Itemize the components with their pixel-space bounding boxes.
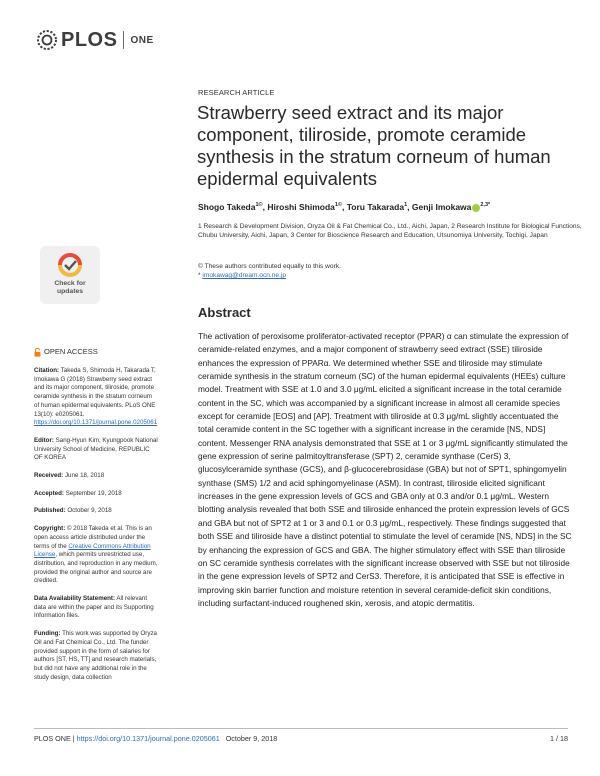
author-separator: , — [407, 202, 412, 212]
published-date: October 9, 2018 — [65, 507, 112, 515]
data-availability-text: All relevant data are within the paper and its Supporting Information files. — [34, 595, 154, 620]
article-info-sidebar — [34, 348, 158, 691]
footer-journal: PLOS ONE — [34, 734, 71, 743]
received-block — [34, 472, 158, 481]
abstract-text: The activation of peroxisome proliferator-activated receptor (PPAR) α can stimulate the expression of ceramide-related enzymes, and a major component of strawberry seed extract (SSE) tiliroside enhances the expression of PPARα. We determined whether SSE and tiliroside may stimulate ceramide synthesis in the stratum corneum (SC) of the human epidermal equivalents (HEEs) culture model. Treatment with SSE at 1.0 and 3.0 μg/mL elicited a significant increase in the total ceramide content in the SC, which was accompanied by a significant increase in almost all ceramide species except for ceramide [EOS] and [AP]. Treatment with tiliroside at 0.3 μg/mL slightly accentuated the total ceramide content in the SC together with a significant increase in the ceramide [NS, NDS] content. Messenger RNA analysis demonstrated that SSE at 1 or 3 μg/mL significantly stimulated the gene expression of serine palmitoyltransferase (SPT) 2, ceramide synthase (CerS) 3, glucosylceramide synthase (GCS), and β-glucocerebrosidase (GBA) but not of SPT1, sphingomyelin synthase (SMS) 1/2 and acid sphingomyelinase (ASM). In contrast, tiliroside elicited significant increases in the gene expression levels of GCS and GBA only at 0.3 and/or 0.1 μg/mL. Western blotting analysis revealed that both SSE and tiliroside enhanced the protein expression levels of GCS and GBA but not of SPT2 at 1 or 3 and 0.1 or 0.3 μg/mL, respectively. These findings suggested that both SSE and tiliroside have a distinct potential to stimulate the level of ceramide [NS, NDS] in the SC by enhancing the expression of GCS and GBA. The higher stimulatory effect with SSE than tiliroside on SC ceramide synthesis correlates with the significant increase observed with SSE but not tiliroside in the gene expression levels of SPT2 and CerS3. Therefore, it is anticipated that SSE is effective in improving skin barrier function and moisture retention in several ceramide-deficit skin conditions, including surfactant-induced roughened skin, xerosis, and atopic dermatitis. — [198, 331, 572, 608]
journal-name: ONE — [130, 34, 154, 46]
article-title: Strawberry seed extract and its major component, tiliroside, promote ceramide synthesis in the stratum corneum of human epidermal equivalents — [197, 102, 551, 189]
article-type: RESEARCH ARTICLE — [198, 88, 275, 97]
author-affil-marker: 2,3* — [480, 202, 491, 209]
footer-date: October 9, 2018 — [225, 734, 278, 743]
footer-separator: | — [70, 734, 77, 743]
citation-block — [34, 367, 158, 428]
badge-label — [40, 280, 100, 296]
published-label: Published: — [34, 507, 66, 515]
plos-logo[interactable] — [36, 26, 154, 54]
accepted-label: Accepted: — [34, 489, 64, 497]
open-access-lock-icon — [34, 348, 41, 357]
footer-citation — [34, 734, 277, 743]
funding-label: Funding: — [34, 630, 61, 638]
data-availability-label: Data Availability Statement: — [34, 595, 116, 603]
funding-text: This work was supported by Oryza Oil and Fat Chemical Co., Ltd. The funder provided support in the form of salaries for authors [ST, HS, TT] and research materials, but did not have any additional role in the study design, data collection — [34, 630, 157, 681]
editor-label: Editor: — [34, 436, 54, 444]
author-notes — [198, 262, 578, 281]
author-separator: , — [342, 202, 347, 212]
footer-doi-link[interactable]: https://doi.org/10.1371/journal.pone.0205061 — [76, 734, 220, 743]
open-access-label — [34, 348, 158, 357]
published-block — [34, 507, 158, 516]
accepted-block — [34, 490, 158, 499]
affiliations: 1 Research & Development Division, Oryza Oil & Fat Chemical Co., Ltd., Aichi, Japan, 2 Research Institute for Biological Functions, Chubu University, Aichi, Japan, 3 Center for Bioscience Research and Education, Utsunomiya University, Tochigi, Japan — [198, 223, 582, 240]
cc-license-link[interactable]: Creative Commons Attribution License — [34, 542, 151, 559]
check-for-updates-badge[interactable] — [40, 246, 100, 304]
copyright-text: © 2018 Takeda et al. This is an open access article distributed under the terms of the — [34, 525, 152, 550]
citation-doi-link[interactable]: https://doi.org/10.1371/journal.pone.0205061 — [34, 419, 158, 427]
author-name[interactable]: Hiroshi Shimoda — [267, 202, 335, 212]
logo-divider — [123, 31, 124, 49]
page-number: 1 / 18 — [550, 734, 568, 743]
badge-label-line2: updates — [56, 288, 84, 295]
author-affil-marker: 1 — [404, 202, 408, 209]
accepted-date: September 19, 2018 — [63, 489, 122, 497]
corresponding-email-line — [198, 271, 578, 280]
corresponding-email-link[interactable]: imokawag@dream.ocn.ne.jp — [202, 272, 287, 280]
author-name[interactable]: Genji Imokawa — [411, 202, 472, 212]
equal-contribution-note: © These authors contributed equally to this work. — [198, 263, 341, 270]
badge-label-line1: Check for — [54, 280, 86, 287]
open-access-text: OPEN ACCESS — [44, 347, 98, 357]
page-footer — [34, 734, 568, 743]
author-name[interactable]: Toru Takarada — [346, 202, 405, 212]
copyright-label: Copyright: — [34, 525, 66, 533]
plos-logo-icon — [36, 29, 58, 51]
editor-text: Sang-Hyun Kim, Kyungpook National University School of Medicine, REPUBLIC OF KOREA — [34, 436, 158, 462]
citation-label: Citation: — [34, 367, 60, 374]
received-date: June 18, 2018 — [63, 472, 105, 480]
author-list — [198, 202, 588, 212]
author-affil-marker: 1© — [255, 202, 263, 209]
data-availability-block — [34, 595, 158, 621]
funding-block — [34, 630, 158, 682]
copyright-block — [34, 525, 158, 586]
author-name[interactable]: Shogo Takeda — [198, 202, 256, 212]
plos-logo-text: PLOS — [61, 28, 118, 51]
copyright-text-end: , which permits unrestricted use, distribution, and reproduction in any medium, provided the original author and source are credited. — [34, 551, 158, 585]
citation-text: Takeda S, Shimoda H, Takarada T, Imokawa G (2018) Strawberry seed extract and its major component, tiliroside, promote ceramide synthesis in the stratum corneum of human epidermal equivalents. PLoS ONE 13(10): e0205061. — [34, 367, 156, 418]
abstract-heading: Abstract — [198, 305, 251, 320]
editor-block — [34, 437, 158, 463]
author-affil-marker: 1© — [334, 202, 342, 209]
crossmark-icon — [56, 252, 84, 278]
email-marker: * — [198, 272, 203, 280]
author-separator: , — [262, 202, 268, 212]
received-label: Received: — [34, 472, 64, 480]
footer-divider — [34, 728, 568, 729]
